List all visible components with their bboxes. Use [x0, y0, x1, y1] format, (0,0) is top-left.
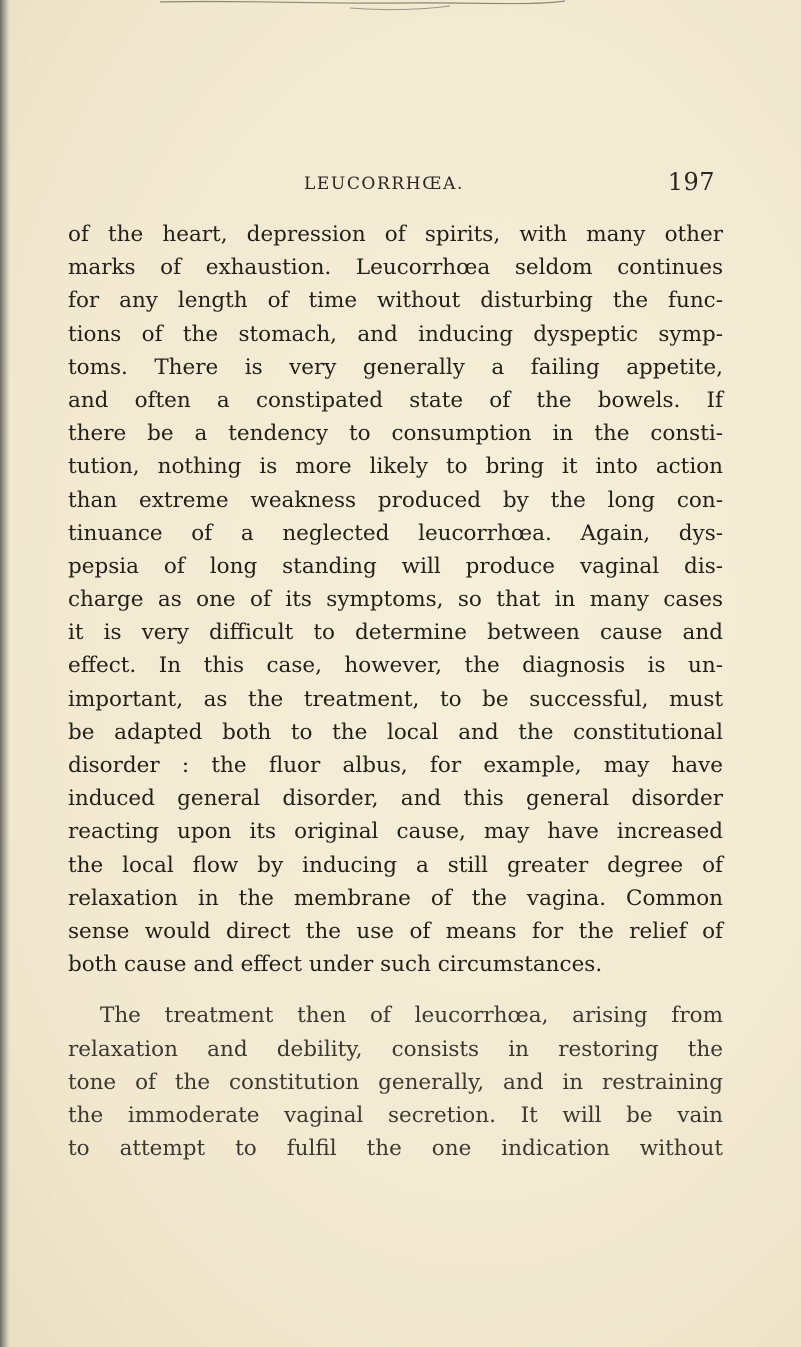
text-line: induced general disorder, and this general disorder: [68, 786, 723, 812]
running-header: [80, 170, 720, 200]
top-edge-ink-mark: [150, 0, 570, 12]
text-line: both cause and effect under such circumstances.: [68, 952, 603, 978]
text-line: relaxation in the membrane of the vagina. Common: [68, 885, 723, 911]
text-line: and often a constipated state of the bowels. If: [68, 387, 723, 413]
text-line: tone of the constitution generally, and in restraining: [68, 1069, 723, 1095]
text-line: sense would direct the use of means for the relief of: [68, 918, 723, 944]
paragraph-spacer: [68, 981, 723, 999]
body-text: [68, 218, 723, 1165]
text-line: toms. There is very generally a failing appetite,: [68, 354, 723, 380]
text-line: tions of the stomach, and inducing dyspeptic symp-: [68, 321, 723, 347]
text-line: pepsia of long standing will produce vaginal dis-: [68, 553, 723, 579]
text-line: than extreme weakness produced by the long con-: [68, 487, 723, 513]
text-line: effect. In this case, however, the diagnosis is un-: [68, 653, 723, 679]
text-line: the immoderate vaginal secretion. It will be vain: [68, 1102, 723, 1128]
text-line: the local flow by inducing a still greater degree of: [68, 852, 723, 878]
text-line: charge as one of its symptoms, so that in many cases: [68, 587, 723, 613]
text-line: marks of exhaustion. Leucorrhœa seldom continues: [68, 255, 723, 281]
text-line: to attempt to fulfil the one indication without: [68, 1136, 723, 1162]
page-number: 197: [667, 168, 715, 196]
text-line: disorder : the fluor albus, for example, may have: [68, 753, 723, 778]
text-line: be adapted both to the local and the constitutional: [68, 719, 723, 745]
paragraph-2: [68, 999, 723, 1165]
text-line: reacting upon its original cause, may have increased: [68, 819, 723, 845]
text-line: there be a tendency to consumption in the consti-: [68, 421, 723, 447]
text-line: of the heart, depression of spirits, with many other: [68, 222, 723, 247]
text-line: important, as the treatment, to be successful, must: [68, 686, 723, 712]
text-line: it is very difficult to determine between cause and: [68, 620, 723, 646]
paragraph-1: [68, 218, 723, 981]
chapter-title: LEUCORRHŒA.: [304, 174, 465, 194]
text-line: tution, nothing is more likely to bring it into action: [68, 454, 723, 480]
text-line: tinuance of a neglected leucorrhœa. Again, dys-: [68, 520, 723, 546]
page-binding-shadow: [0, 0, 10, 1347]
text-line: for any length of time without disturbing the func-: [68, 288, 723, 314]
text-line: relaxation and debility, consists in restoring the: [68, 1036, 723, 1062]
text-line: The treatment then of leucorrhœa, arising from: [100, 1003, 723, 1029]
